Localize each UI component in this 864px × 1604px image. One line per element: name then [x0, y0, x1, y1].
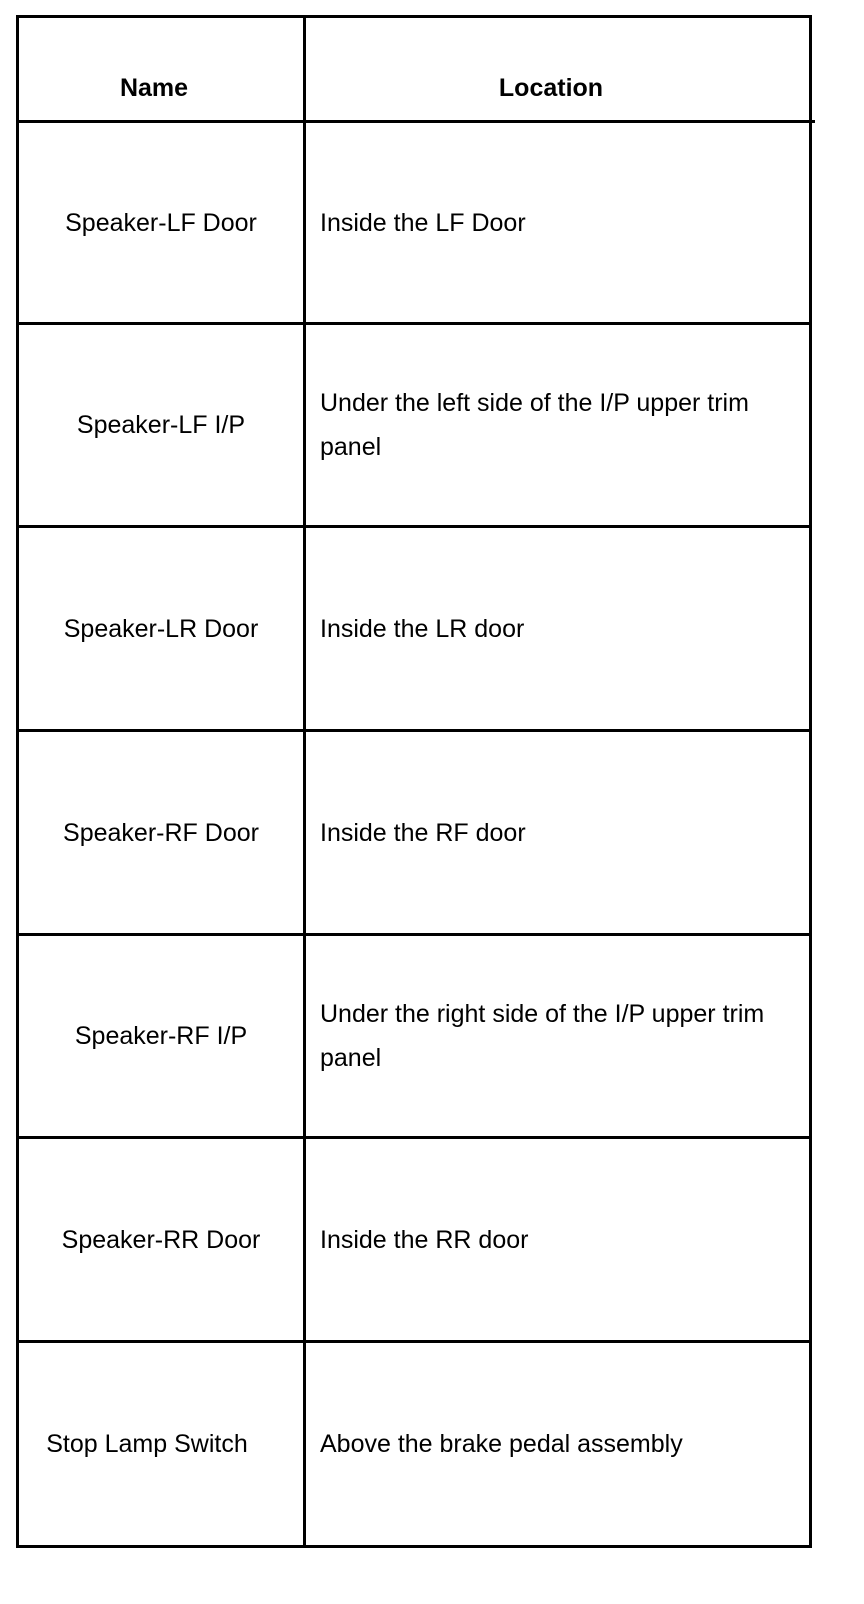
component-location: Inside the RF door — [320, 818, 526, 847]
table-row-name-cell — [19, 528, 303, 729]
table-row-location-cell — [320, 1139, 790, 1340]
component-location: Under the left side of the I/P upper trim panel — [320, 389, 749, 461]
table-row-location-cell — [320, 528, 790, 729]
table-row-location-cell — [320, 123, 790, 322]
component-name: Speaker-LR Door — [63, 614, 259, 643]
table-row-location-cell — [320, 325, 760, 525]
component-name: Speaker-RF I/P — [74, 1022, 248, 1050]
table-row-location-cell — [320, 732, 790, 933]
component-name: Speaker-RF Door — [63, 818, 259, 847]
table-row-name-cell — [19, 325, 303, 525]
component-location: Inside the LF Door — [320, 208, 526, 237]
table-row-name-cell — [19, 1139, 303, 1340]
location-column-header — [306, 18, 796, 120]
column-divider — [303, 15, 306, 1548]
name-header-label: Name — [119, 74, 189, 102]
component-name: Speaker-RR Door — [61, 1225, 261, 1254]
component-name: Speaker-LF I/P — [76, 411, 246, 439]
component-location: Inside the RR door — [320, 1225, 529, 1254]
table-row-location-cell — [320, 1343, 790, 1545]
table-row-name-cell — [19, 732, 303, 933]
component-name: Stop Lamp Switch — [46, 1430, 248, 1458]
table-row-location-cell — [320, 936, 770, 1136]
name-column-header — [19, 18, 289, 120]
table-row-name-cell — [19, 936, 303, 1136]
location-header-label: Location — [498, 74, 604, 102]
component-location: Inside the LR door — [320, 614, 525, 643]
component-location: Under the right side of the I/P upper trim panel — [320, 1000, 765, 1072]
component-name: Speaker-LF Door — [65, 208, 257, 237]
component-location: Above the brake pedal assembly — [320, 1430, 683, 1458]
table-row-name-cell — [19, 123, 303, 322]
table-row-name-cell — [19, 1343, 275, 1545]
